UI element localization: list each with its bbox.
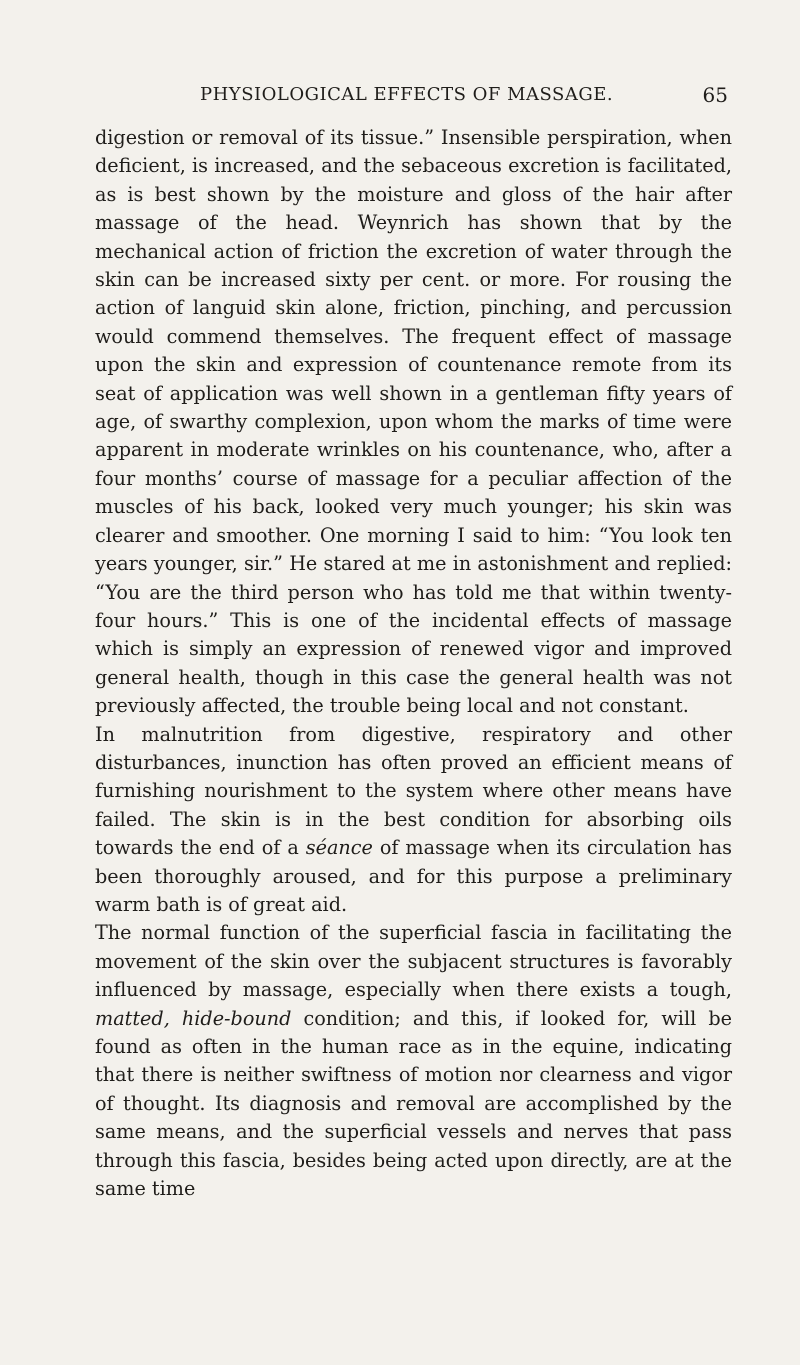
paragraph-2-text-after: of massage when its circulation has been thoroughly aroused, and for this purpose a preliminary warm bath is of great aid. [95, 836, 732, 916]
paragraph-3-text-before: The normal function of the superficial fascia in facilitating the movement of the skin over the subjacent structures is favorably influenced by massage, especially when there exists a tough, [95, 921, 732, 1002]
paragraph-3 [95, 919, 732, 1203]
paragraph-3-text-after: condition; and this, if looked for, will be found as often in the human race as in the equine, indicating that there is neither swiftness of motion nor clearness and vigor of thought. Its diagnosis and removal are accomplished by the same means, and the superficial vessels and nerves that pass through this fascia, besides being acted upon directly, are at the same time [95, 1006, 732, 1201]
body-text [95, 124, 732, 1203]
paragraph-2-italic-term: séance [305, 836, 373, 860]
running-head: PHYSIOLOGICAL EFFECTS OF MASSAGE. [200, 84, 614, 105]
page-number: 65 [702, 83, 728, 107]
paragraph-3-italic-term: matted, hide-bound [95, 1006, 292, 1030]
paragraph-1 [95, 124, 732, 721]
paragraph-2-text-before: In malnutrition from digestive, respiratory and other disturbances, inunction has often proved an efficient means of furnishing nourishment to the system where other means have failed. The skin is in the best condition for absorbing oils towards the end of a [95, 722, 732, 860]
paragraph-1-text: digestion or removal of its tissue.” Insensible perspiration, when deficient, is increased, and the sebaceous excretion is facilitated, as is best shown by the moisture and gloss of the hair after massage of the head. Weynrich has shown that by the mechanical action of friction the excretion of water through the skin can be increased sixty per cent. or more. For rousing the action of languid skin alone, friction, pinching, and percussion would commend themselves. The frequent effect of massage upon the skin and expression of countenance remote from its seat of application was well shown in a gentleman fifty years of age, of swarthy complexion, upon whom the marks of time were apparent in moderate wrinkles on his countenance, who, after a four months’ course of massage for a peculiar affection of the muscles of his back, looked very much younger; his skin was clearer and smoother. One morning I said to him: “You look ten years younger, sir.” He stared at me in astonishment and replied: “You are the third person who has told me that within twenty-four hours.” This is one of the incidental effects of massage which is simply an expression of renewed vigor and improved general health, though in this case the general health was not previously affected, the trouble being local and not constant. [95, 126, 732, 718]
paragraph-2 [95, 721, 732, 920]
